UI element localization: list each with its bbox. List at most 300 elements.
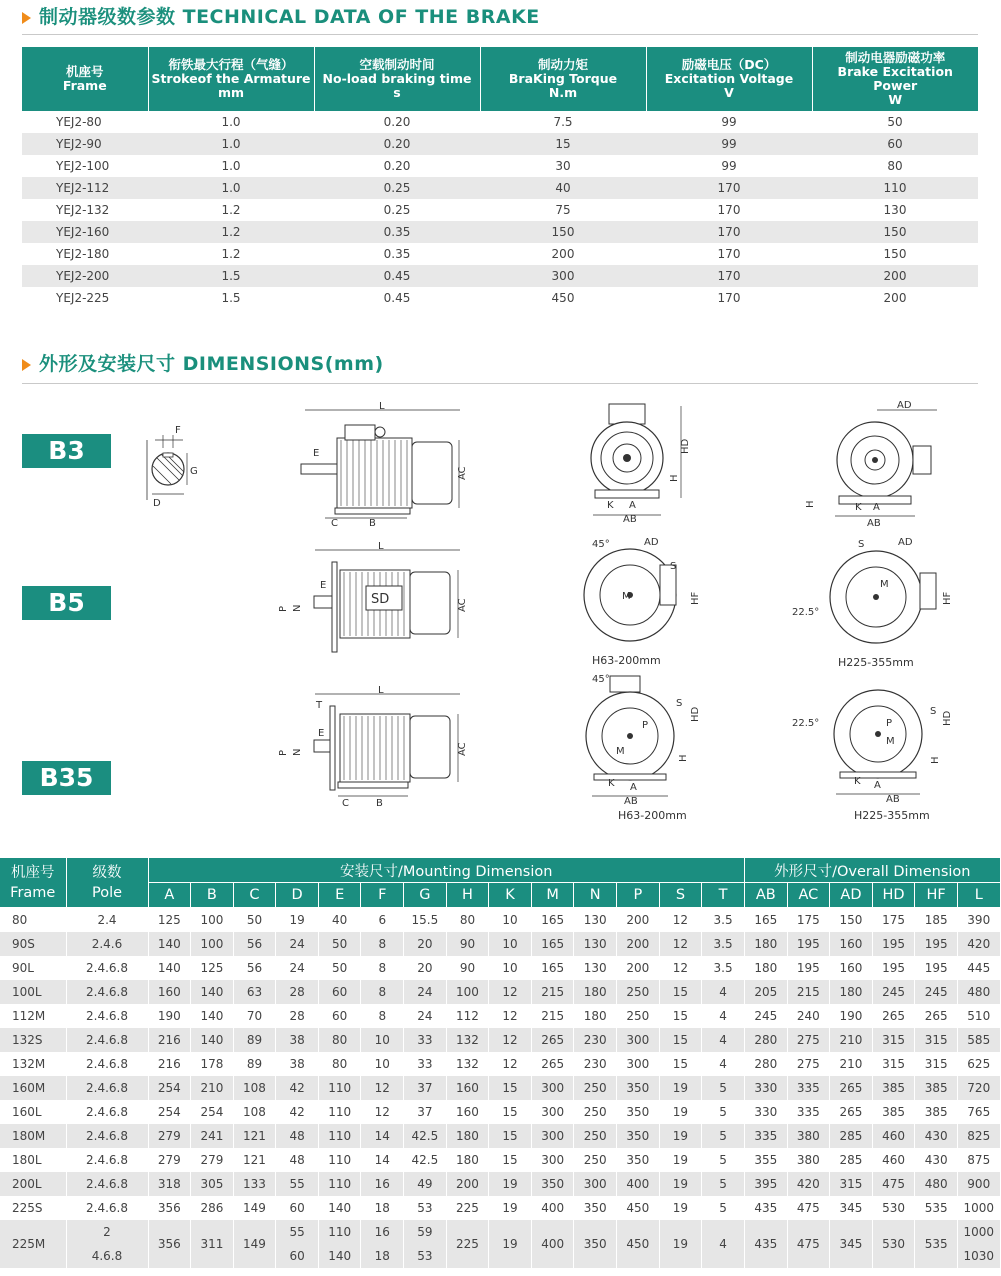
svg-text:T: T: [316, 700, 323, 711]
brake-cell: 150: [480, 221, 646, 243]
brake-table-row: [22, 177, 978, 199]
dim-label-g: G: [190, 466, 198, 477]
dim-col-header: G: [404, 883, 447, 908]
brake-section-title: 制动器级数参数 TECHNICAL DATA OF THE BRAKE: [22, 2, 540, 29]
dim-col-header: AD: [830, 883, 873, 908]
dim-cell: 110: [318, 1076, 361, 1100]
dim-cell: 14: [361, 1148, 404, 1172]
brake-table-row: [22, 221, 978, 243]
dim-cell: 12: [361, 1100, 404, 1124]
svg-text:P: P: [278, 605, 289, 612]
dim-cell: 254: [148, 1076, 191, 1100]
dim-table-row: [0, 1148, 1000, 1172]
dim-cell: [276, 1220, 319, 1268]
header-line: 机座号: [65, 64, 104, 79]
frame-cell: 225M: [0, 1220, 66, 1268]
svg-text:AB: AB: [623, 514, 637, 525]
dim-cell: 140: [191, 1028, 234, 1052]
dim-cell: 56: [233, 932, 276, 956]
dim-cell: 475: [787, 1220, 830, 1268]
dim-cell: 15: [659, 1052, 702, 1076]
dim-cell: 132: [446, 1028, 489, 1052]
dim-cell: 200: [617, 932, 660, 956]
dim-cell: 286: [191, 1196, 234, 1220]
dim-cell: 585: [957, 1028, 1000, 1052]
dim-cell: 350: [574, 1196, 617, 1220]
brake-cell: 99: [721, 159, 737, 173]
frame-header: [0, 858, 66, 908]
header-line: Excitation Voltage: [664, 71, 794, 86]
dim-cell: 200: [617, 956, 660, 980]
dim-cell: 5: [702, 1100, 745, 1124]
brake-table-row: [22, 265, 978, 287]
header-line: Brake Excitation Power: [837, 64, 953, 93]
brake-cell: 15: [480, 133, 646, 155]
dim-cell: 400: [531, 1196, 574, 1220]
dim-cell: 475: [787, 1196, 830, 1220]
dim-cell: 315: [872, 1052, 915, 1076]
dim-cell: 165: [531, 908, 574, 933]
dim-cell: 140: [191, 980, 234, 1004]
svg-text:HD: HD: [690, 706, 701, 722]
dim-cell: 530: [872, 1220, 915, 1268]
svg-text:S: S: [676, 698, 683, 709]
dim-subheader-row: [0, 883, 1000, 908]
brake-cell: 0.20: [383, 115, 411, 129]
svg-text:H: H: [930, 756, 941, 764]
svg-text:A: A: [874, 780, 881, 791]
brake-cell: 1.5: [148, 265, 314, 287]
dim-cell: 300: [531, 1124, 574, 1148]
dim-label-d: D: [153, 498, 161, 509]
shaft-section-drawing: [135, 420, 205, 510]
svg-text:AC: AC: [457, 742, 468, 756]
dim-cell: 265: [531, 1052, 574, 1076]
brake-cell: 1.2: [221, 247, 241, 261]
dim-cell: 240: [787, 1004, 830, 1028]
dim-cell: 385: [872, 1100, 915, 1124]
dim-cell: 90: [446, 932, 489, 956]
frame-cell: 132S: [0, 1028, 66, 1052]
dim-cell: 5: [702, 1148, 745, 1172]
brake-cell: 0.25: [314, 177, 480, 199]
header-line: 制动电器励磁功率: [845, 50, 946, 65]
dim-col-header: F: [361, 883, 404, 908]
brake-table-row: [22, 111, 978, 133]
dim-cell: 300: [574, 1172, 617, 1196]
dim-header-row: [0, 858, 1000, 883]
dim-cell: 315: [915, 1028, 958, 1052]
dim-cell: 19: [659, 1220, 702, 1268]
dim-cell: 875: [957, 1148, 1000, 1172]
dim-cell: 180: [446, 1124, 489, 1148]
brake-cell: 170: [717, 291, 741, 305]
dim-cell: 110: [318, 1124, 361, 1148]
b3-large-front-view-drawing: [805, 398, 940, 533]
brake-table-row: [22, 243, 978, 265]
dim-cell: 89: [233, 1028, 276, 1052]
header-line: Strokeof the Armature: [151, 71, 311, 86]
brake-table-row: [22, 287, 978, 309]
pole-header-en: Pole: [91, 884, 123, 901]
dim-cell: 80: [318, 1028, 361, 1052]
dim-cell: 480: [915, 1172, 958, 1196]
header-line: s: [393, 85, 401, 100]
dim-cell: 279: [148, 1124, 191, 1148]
dim-cell: 12: [489, 1004, 532, 1028]
dim-cell: 5: [702, 1196, 745, 1220]
dim-cell: 300: [531, 1100, 574, 1124]
dim-cell: 10: [361, 1028, 404, 1052]
dim-cell: 180: [744, 956, 787, 980]
brake-cell: 1.5: [221, 291, 241, 305]
dim-cell: 300: [531, 1148, 574, 1172]
header-line: Frame: [62, 78, 107, 93]
dim-cell: 100: [191, 908, 234, 933]
brake-cell: 0.20: [314, 133, 480, 155]
brake-col-header: [22, 47, 148, 111]
dim-table-row: [0, 1124, 1000, 1148]
dim-cell: 12: [659, 932, 702, 956]
dim-cell: 215: [787, 980, 830, 1004]
dim-cell: 300: [617, 1052, 660, 1076]
dim-cell: 279: [148, 1148, 191, 1172]
dim-cell: 42.5: [404, 1124, 447, 1148]
dim-cell: 165: [531, 932, 574, 956]
dim-cell: 315: [915, 1052, 958, 1076]
dim-subvalue: 59: [417, 1225, 433, 1239]
dim-cell: 460: [872, 1124, 915, 1148]
divider: [22, 34, 978, 35]
mounting-dimension-header: 安装尺寸/Mounting Dimension: [148, 858, 744, 883]
dim-col-header: L: [957, 883, 1000, 908]
dim-cell: 4: [702, 1028, 745, 1052]
dim-cell: 395: [744, 1172, 787, 1196]
dim-cell: 241: [191, 1124, 234, 1148]
dim-cell: 4: [702, 1052, 745, 1076]
brake-cell: 200: [883, 291, 907, 305]
dim-cell: 230: [574, 1052, 617, 1076]
brake-cell: YEJ2-100: [56, 159, 110, 173]
svg-text:L: L: [378, 541, 384, 552]
dim-table-row: [0, 1196, 1000, 1220]
dim-cell: 33: [404, 1028, 447, 1052]
dim-cell: 175: [872, 908, 915, 933]
dim-cell: 2.4.6.8: [66, 1004, 148, 1028]
dim-cell: 250: [574, 1148, 617, 1172]
dim-cell: 530: [872, 1196, 915, 1220]
svg-text:P: P: [278, 749, 289, 756]
frame-cell: 225S: [0, 1196, 66, 1220]
dim-cell: 2.4.6.8: [66, 1100, 148, 1124]
svg-text:H: H: [805, 500, 816, 508]
frame-cell: 112M: [0, 1004, 66, 1028]
overall-dimension-header: 外形尺寸/Overall Dimension: [744, 858, 1000, 883]
dim-cell: 42: [276, 1076, 319, 1100]
frame-cell: 180M: [0, 1124, 66, 1148]
brake-cell: 150: [883, 247, 907, 261]
dim-cell: 535: [915, 1196, 958, 1220]
dim-cell: 3.5: [702, 956, 745, 980]
dim-cell: 19: [659, 1100, 702, 1124]
svg-text:22.5°: 22.5°: [792, 718, 820, 729]
dim-cell: 175: [787, 908, 830, 933]
dim-cell: 315: [872, 1028, 915, 1052]
dim-cell: 625: [957, 1052, 1000, 1076]
dim-cell: 254: [191, 1100, 234, 1124]
dim-cell: 195: [787, 932, 830, 956]
divider: [22, 383, 978, 384]
dim-cell: 8: [361, 980, 404, 1004]
dim-cell: 385: [915, 1076, 958, 1100]
caption-b5-small: H63-200mm: [592, 654, 661, 667]
brake-cell: 7.5: [553, 115, 573, 129]
dim-cell: 180: [744, 932, 787, 956]
dim-cell: 50: [233, 908, 276, 933]
dim-table-row: [0, 1172, 1000, 1196]
dim-subvalue: 60: [289, 1249, 305, 1263]
dim-cell: 275: [787, 1028, 830, 1052]
dim-cell: 48: [276, 1124, 319, 1148]
dim-cell: 280: [744, 1052, 787, 1076]
dim-cell: 60: [318, 980, 361, 1004]
dim-cell: 305: [191, 1172, 234, 1196]
svg-text:45°: 45°: [592, 674, 610, 685]
dim-cell: 19: [659, 1148, 702, 1172]
dim-cell: 1000: [957, 1196, 1000, 1220]
b35-front-view-drawing: [580, 670, 710, 808]
dim-cell: 356: [148, 1220, 191, 1268]
dim-cell: 215: [531, 980, 574, 1004]
svg-text:AD: AD: [898, 537, 913, 548]
svg-text:L: L: [378, 685, 384, 696]
dim-cell: 108: [233, 1076, 276, 1100]
dim-cell: 24: [276, 932, 319, 956]
dim-col-header: M: [531, 883, 574, 908]
svg-text:C: C: [331, 518, 338, 529]
dim-subvalue: 18: [374, 1249, 390, 1263]
dim-cell: 130: [574, 932, 617, 956]
dim-cell: 16: [361, 1172, 404, 1196]
dim-cell: 33: [404, 1052, 447, 1076]
dim-cell: 42: [276, 1100, 319, 1124]
dim-cell: 50: [318, 956, 361, 980]
svg-text:AD: AD: [897, 400, 912, 411]
dim-cell: 2.4.6.8: [66, 1172, 148, 1196]
dim-cell: 15: [489, 1148, 532, 1172]
svg-text:AB: AB: [867, 518, 881, 529]
dim-cell: 265: [830, 1076, 873, 1100]
svg-text:B: B: [369, 518, 376, 529]
dim-cell: 10: [489, 932, 532, 956]
dim-cell: 149: [233, 1196, 276, 1220]
dim-subvalue: 1000: [963, 1225, 995, 1239]
dim-cell: 245: [915, 980, 958, 1004]
dim-table-row: [0, 1100, 1000, 1124]
dim-cell: 160: [830, 932, 873, 956]
brake-cell: 450: [551, 291, 575, 305]
dim-cell: 38: [276, 1052, 319, 1076]
svg-text:C: C: [342, 798, 349, 809]
dim-cell: 279: [191, 1148, 234, 1172]
dim-cell: 180: [446, 1148, 489, 1172]
dim-cell: 6: [361, 908, 404, 933]
svg-text:H: H: [669, 474, 680, 482]
brake-cell: 1.0: [221, 115, 241, 129]
dim-cell: 100: [446, 980, 489, 1004]
dim-cell: 225: [446, 1196, 489, 1220]
dim-cell: 430: [915, 1124, 958, 1148]
svg-text:AB: AB: [624, 796, 638, 807]
dim-cell: 5: [702, 1076, 745, 1100]
b5-side-view-drawing: [280, 540, 475, 660]
dim-cell: 250: [617, 1004, 660, 1028]
brake-cell: 60: [812, 133, 978, 155]
brake-cell: YEJ2-160: [22, 221, 148, 243]
dim-cell: 420: [787, 1172, 830, 1196]
dim-col-header: HF: [915, 883, 958, 908]
dim-cell: 19: [276, 908, 319, 933]
frame-cell: 132M: [0, 1052, 66, 1076]
triangle-bullet-icon: [22, 12, 31, 24]
dim-cell: 110: [318, 1100, 361, 1124]
dim-subvalue: 53: [417, 1249, 433, 1263]
brake-cell: YEJ2-90: [22, 133, 148, 155]
dim-cell: 245: [872, 980, 915, 1004]
dim-cell: 2.4.6.8: [66, 980, 148, 1004]
brake-col-header: [148, 47, 314, 111]
dim-cell: 20: [404, 956, 447, 980]
dim-cell: 180: [574, 980, 617, 1004]
dim-cell: 285: [830, 1148, 873, 1172]
b35-large-front-view-drawing: [790, 672, 960, 807]
brake-cell: 0.25: [383, 203, 411, 217]
dim-cell: 265: [915, 1004, 958, 1028]
brake-table-row: [22, 199, 978, 221]
dim-cell: 80: [446, 908, 489, 933]
dim-col-header: T: [702, 883, 745, 908]
dim-cell: 10: [489, 956, 532, 980]
dim-cell: 10: [361, 1052, 404, 1076]
dim-cell: 50: [318, 932, 361, 956]
dim-cell: 350: [617, 1148, 660, 1172]
svg-text:L: L: [379, 401, 385, 412]
dim-subvalue: 55: [289, 1225, 305, 1239]
dim-cell: 20: [404, 932, 447, 956]
dim-cell: 160: [446, 1100, 489, 1124]
dim-cell: 825: [957, 1124, 1000, 1148]
dim-cell: 300: [531, 1076, 574, 1100]
dim-cell: 250: [574, 1124, 617, 1148]
header-line: 空载制动时间: [359, 57, 435, 72]
dim-cell: 180: [574, 1004, 617, 1028]
dim-cell: 140: [148, 956, 191, 980]
dim-cell: 216: [148, 1028, 191, 1052]
dim-cell: 380: [787, 1124, 830, 1148]
brake-table-row: [22, 155, 978, 177]
dim-cell: [404, 1220, 447, 1268]
brake-cell: 170: [646, 177, 812, 199]
svg-text:AC: AC: [457, 466, 468, 480]
svg-text:M: M: [616, 746, 625, 757]
header-line: No-load braking time: [322, 71, 472, 86]
dim-cell: 300: [617, 1028, 660, 1052]
svg-text:P: P: [886, 718, 893, 729]
dim-cell: 385: [915, 1100, 958, 1124]
dim-cell: 149: [233, 1220, 276, 1268]
dim-subvalue: 140: [328, 1249, 352, 1263]
header-line: N.m: [548, 85, 578, 100]
dim-cell: 190: [148, 1004, 191, 1028]
brake-cell: 1.2: [148, 221, 314, 243]
dim-cell: 15: [489, 1076, 532, 1100]
brake-table-row: [22, 133, 978, 155]
dim-cell: 195: [787, 956, 830, 980]
caption-b35-large: H225-355mm: [854, 809, 930, 822]
dim-cell: 200: [446, 1172, 489, 1196]
svg-text:45°: 45°: [592, 539, 610, 550]
brake-cell: 40: [480, 177, 646, 199]
dim-cell: 125: [191, 956, 234, 980]
dim-cell: 460: [872, 1148, 915, 1172]
brake-cell: YEJ2-112: [22, 177, 148, 199]
brake-cell: 50: [887, 115, 903, 129]
dim-cell: 380: [787, 1148, 830, 1172]
dim-cell: 49: [404, 1172, 447, 1196]
dim-cell: 330: [744, 1100, 787, 1124]
dim-cell: 200: [617, 908, 660, 933]
dim-cell: 195: [872, 932, 915, 956]
dim-cell: 210: [830, 1028, 873, 1052]
svg-text:HF: HF: [942, 591, 953, 605]
svg-text:HD: HD: [680, 438, 691, 454]
dim-table-row: [0, 932, 1000, 956]
frame-cell: 100L: [0, 980, 66, 1004]
dim-cell: 335: [787, 1076, 830, 1100]
dim-table-row: [0, 956, 1000, 980]
frame-cell: 90L: [0, 956, 66, 980]
dim-cell: 140: [148, 932, 191, 956]
dim-cell: 2.4.6.8: [66, 1052, 148, 1076]
dim-cell: 450: [617, 1220, 660, 1268]
dim-cell: 225: [446, 1220, 489, 1268]
b3-side-view-drawing: [295, 400, 475, 530]
dim-cell: 110: [318, 1148, 361, 1172]
dim-cell: 140: [191, 1004, 234, 1028]
brake-cell: YEJ2-225: [56, 291, 110, 305]
dim-cell: 15: [659, 980, 702, 1004]
dim-cell: 100: [191, 932, 234, 956]
dim-cell: 450: [617, 1196, 660, 1220]
dim-cell: 60: [318, 1004, 361, 1028]
caption-b5-large: H225-355mm: [838, 656, 914, 669]
svg-text:E: E: [318, 728, 325, 739]
brake-cell: 99: [721, 115, 737, 129]
dim-col-header: D: [276, 883, 319, 908]
dim-cell: 3.5: [702, 908, 745, 933]
dim-cell: 40: [318, 908, 361, 933]
dim-cell: 2.4.6.8: [66, 1148, 148, 1172]
dim-cell: 108: [233, 1100, 276, 1124]
b5-flange-front-drawing: [580, 535, 710, 655]
dim-cell: 160: [830, 956, 873, 980]
label-b3: B3: [22, 434, 111, 468]
dim-cell: 420: [957, 932, 1000, 956]
dim-cell: 37: [404, 1076, 447, 1100]
dim-cell: 345: [830, 1220, 873, 1268]
dim-cell: 48: [276, 1148, 319, 1172]
dim-cell: [361, 1220, 404, 1268]
